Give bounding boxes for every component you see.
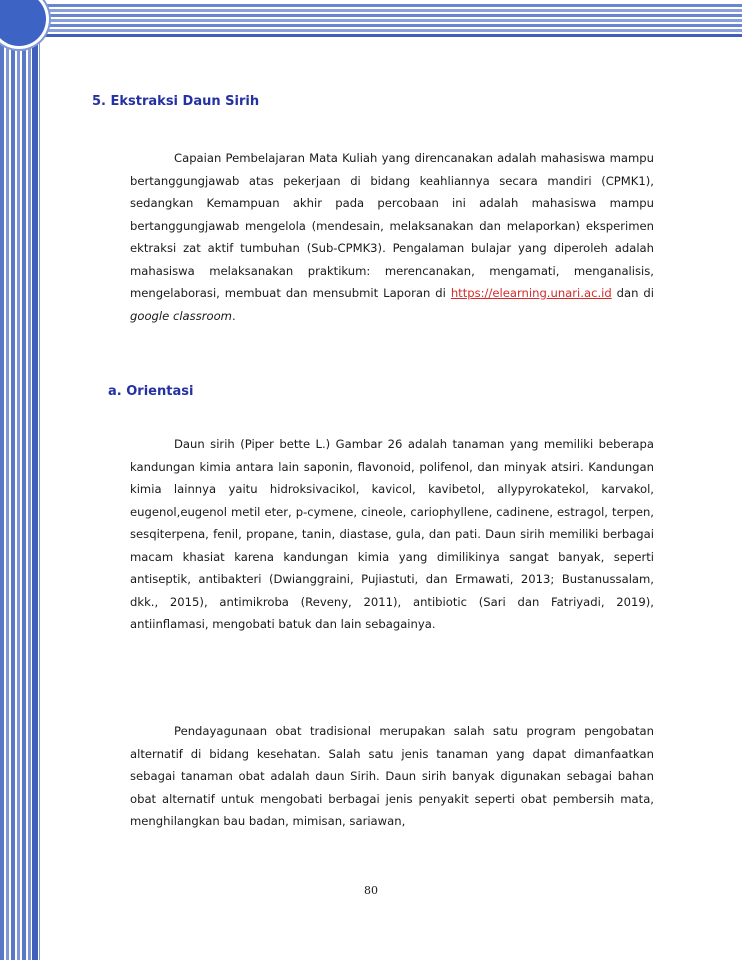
paragraph-text-between: dan di <box>611 286 654 300</box>
classroom-word: classroom <box>172 308 232 323</box>
elearning-link[interactable]: https://elearning.unari.ac.id <box>450 286 612 300</box>
orientation-paragraph-1: Daun sirih (Piper bette L.) Gambar 26 adalah tanaman yang memiliki beberapa kandungan kimia antara lain saponin, flavonoid, polifenol, dan minyak atsiri. Kandungan kimia lainnya yaitu hidroksivacikol, kavicol, kavibetol, allypyrokatekol, karvakol, eugenol,eugenol metil eter, p-cymene, cineole, cariophyllene, cadinene, estragol, terpen, sesqiterpena, fenil, propane, tanin, diastase, gula, dan pati. Daun sirih memiliki berbagai macam khasiat karena kandungan kimia yang dimilikinya sangat banyak, seperti antiseptik, antibakteri (Dwianggraini, Pujiastuti, dan Ermawati, 2013; Bustanussalam, dkk., 2015), antimikroba (Reveny, 2011), antibiotic (Sari dan Fatriyadi, 2019), antiinflamasi, mengobati batuk dan lain sebagainya. <box>130 437 654 631</box>
top-border-decoration <box>36 4 742 34</box>
section-heading: 5. Ekstraksi Daun Sirih <box>92 94 260 109</box>
paragraph-end: . <box>231 308 236 323</box>
paragraph-text: Capaian Pembelajaran Mata Kuliah yang direncanakan adalah mahasiswa mampu bertanggungjawab atas pekerjaan di bidang keahliannya secara mandiri (CPMK1), sedangkan Kemampuan akhir pada percobaan ini adalah mahasiswa mampu bertanggungjawab mengelola (mendesain, melaksanakan dan melaporkan) eksperimen ektraksi zat aktif tumbuhan (Sub-CPMK3). Pengalaman bulajar yang diperoleh adalah mahasiswa melaksanakan praktikum: merencanakan, mengamati, menganalisis, mengelaborasi, membuat dan mensubmit Laporan di <box>130 151 654 300</box>
google-word: google <box>130 308 170 323</box>
subsection-heading: a. Orientasi <box>108 384 194 399</box>
page-number: 80 <box>364 884 378 897</box>
orientation-paragraph-2: Pendayagunaan obat tradisional merupakan salah satu program pengobatan alternatif di bidang kesehatan. Salah satu jenis tanaman yang dapat dimanfaatkan sebagai tanaman obat adalah daun Sirih. Daun sirih banyak digunakan sebagai bahan obat alternatif untuk mengobati berbagai jenis penyakit seperti obat pembersih mata, menghilangkan bau badan, mimisan, sariawan, <box>130 724 654 828</box>
section-paragraph <box>130 147 654 327</box>
top-border-line <box>36 34 742 37</box>
left-border-decoration <box>0 0 40 960</box>
